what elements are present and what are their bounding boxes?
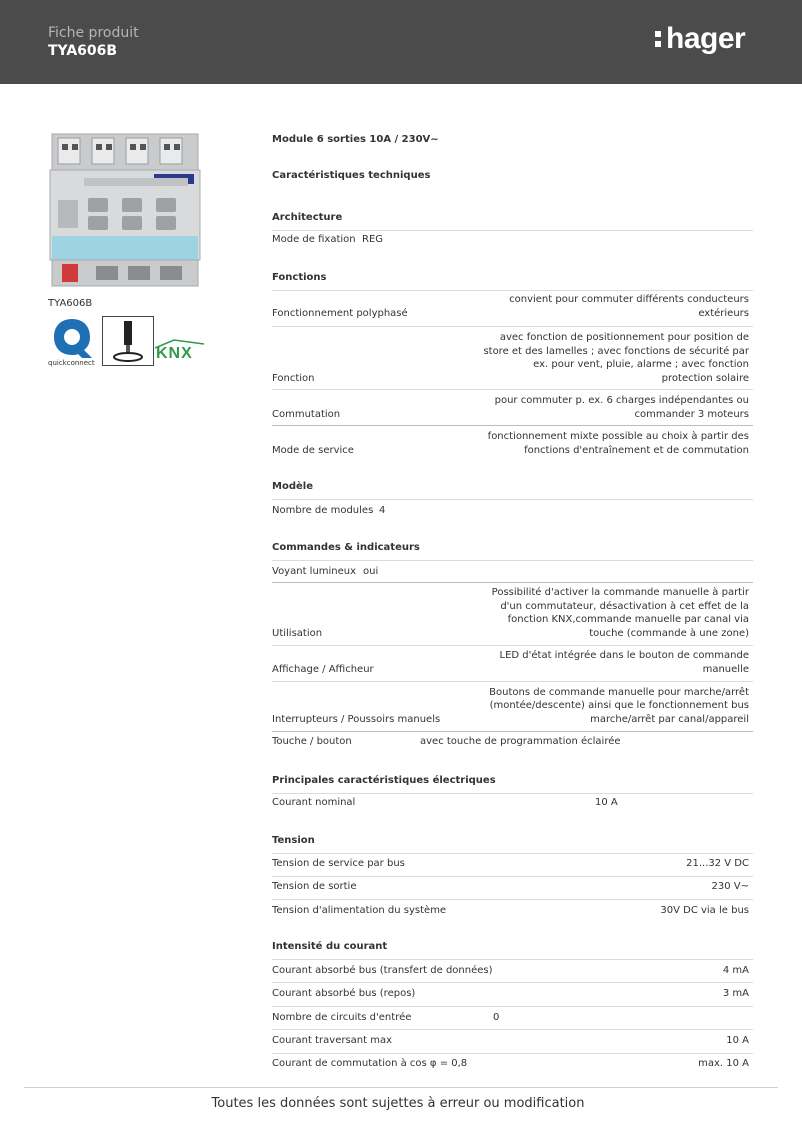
logo-dots-icon: [655, 27, 663, 49]
spec-value: avec fonction de positionnement pour position de store et des lamelles ; avec fonctions de sécurité par ex. pour vent, pluie, alarme ; avec fonction protection solaire: [483, 332, 749, 384]
footer-disclaimer: Toutes les données sont sujettes à erreur ou modification: [211, 1096, 585, 1111]
spec-label: Courant absorbé bus (repos): [272, 987, 416, 999]
spec-label: Courant traversant max: [272, 1034, 393, 1046]
spec-row-affichage: [272, 649, 753, 676]
divider: [272, 389, 753, 390]
spec-row-tension-sortie: [272, 879, 753, 893]
quickconnect-badge: [48, 316, 96, 368]
spec-label: Courant absorbé bus (transfert de données): [272, 964, 493, 976]
spec-value: convient pour commuter différents conducteurs extérieurs: [509, 294, 749, 319]
divider: [272, 645, 753, 646]
spec-row-courant-repos: [272, 986, 753, 1000]
spec-value: REG: [362, 233, 384, 245]
spec-row-service: [272, 430, 753, 457]
spec-value: Boutons de commande manuelle pour marche/arrêt (montée/descente) ainsi que le fonctionnement bus marche/arrêt par canal/appareil: [489, 686, 749, 725]
divider: [272, 499, 753, 500]
tech-title: Caractéristiques techniques: [272, 170, 431, 181]
knx-label: KNX: [156, 345, 193, 362]
divider: [272, 290, 753, 291]
hager-logo: [655, 22, 745, 56]
spec-row-commutation: [272, 394, 753, 421]
spec-label: Touche / bouton: [272, 735, 352, 747]
spec-row-touche: [272, 734, 753, 748]
spec-value: 30V DC via le bus: [660, 904, 749, 916]
spec-value: 0: [493, 1011, 500, 1023]
spec-label: Tension de sortie: [272, 880, 357, 892]
divider: [272, 230, 753, 231]
spec-value: 3 mA: [722, 987, 749, 999]
spec-row-modules: [272, 503, 753, 517]
spec-label: Fonction: [272, 372, 315, 384]
section-title-intensite: Intensité du courant: [272, 941, 388, 952]
spec-label: Nombre de modules: [272, 504, 374, 516]
header-subtitle: Fiche produit: [48, 25, 139, 41]
divider: [272, 1053, 753, 1054]
spec-row-interrupteurs: [272, 685, 753, 726]
spec-row-fonction: [272, 331, 753, 385]
spec-value: 10 A: [595, 796, 618, 808]
spec-value: 21...32 V DC: [686, 857, 749, 869]
section-title-tension: Tension: [272, 835, 315, 846]
screwless-terminal-badge: [102, 316, 154, 366]
section-title-architecture: Architecture: [272, 212, 343, 223]
screwdriver-icon: [103, 317, 153, 365]
divider: [272, 326, 753, 327]
divider: [272, 899, 753, 900]
spec-value: 4: [379, 504, 386, 516]
knx-badge: [152, 338, 208, 366]
spec-label: Tension d'alimentation du système: [272, 904, 447, 916]
spec-label: Mode de service: [272, 444, 354, 456]
product-title: Module 6 sorties 10A / 230V~: [272, 134, 439, 145]
spec-value: 4 mA: [722, 964, 749, 976]
page-header: [0, 0, 802, 84]
spec-row-commutation-cos: [272, 1056, 753, 1070]
spec-row-courant-transfert: [272, 963, 753, 977]
spec-value: 10 A: [726, 1034, 749, 1046]
spec-value: 230 V~: [711, 880, 749, 892]
spec-value: oui: [363, 565, 379, 577]
spec-row-voyant: [272, 564, 753, 578]
quickconnect-icon: [48, 316, 96, 360]
spec-row-traversant: [272, 1033, 753, 1047]
divider: [272, 793, 753, 794]
spec-label: Utilisation: [272, 627, 323, 639]
divider: [272, 982, 753, 983]
footer-divider: [24, 1087, 778, 1088]
spec-label: Mode de fixation: [272, 233, 356, 245]
divider: [272, 853, 753, 854]
product-image: [44, 128, 208, 294]
spec-label: Fonctionnement polyphasé: [272, 307, 408, 319]
spec-row-polyphase: [272, 294, 753, 320]
section-title-commandes: Commandes & indicateurs: [272, 542, 420, 553]
spec-value: Possibilité d'activer la commande manuelle à partir d'un commutateur, désactivation à cet effet de la fonction KNX,commande manuelle par canal via touche (commande à une zone): [491, 587, 749, 639]
certification-badges: [48, 316, 208, 368]
spec-label: Tension de service par bus: [272, 857, 405, 869]
spec-label: Voyant lumineux: [272, 565, 357, 577]
divider: [272, 425, 753, 426]
divider: [272, 582, 753, 583]
section-title-fonctions: Fonctions: [272, 272, 327, 283]
product-sku-caption: TYA606B: [48, 298, 93, 309]
spec-label: Commutation: [272, 408, 341, 420]
header-title: TYA606B: [48, 43, 118, 59]
spec-label: Affichage / Afficheur: [272, 663, 374, 675]
knx-module-icon: [44, 128, 208, 294]
quickconnect-label: quickconnect: [48, 359, 95, 367]
divider: [272, 560, 753, 561]
spec-row-tension-bus: [272, 856, 753, 870]
spec-value: fonctionnement mixte possible au choix à partir des fonctions d'entraînement et de commutation: [487, 431, 749, 456]
spec-row-tension-alim: [272, 903, 753, 917]
spec-label: Nombre de circuits d'entrée: [272, 1011, 412, 1023]
spec-row-fixation: [272, 232, 753, 246]
divider: [272, 1006, 753, 1007]
spec-label: Courant de commutation à cos φ = 0,8: [272, 1057, 468, 1069]
divider: [272, 1029, 753, 1030]
section-title-electriques: Principales caractéristiques électriques: [272, 775, 496, 786]
spec-label: Courant nominal: [272, 796, 356, 808]
footer: [0, 1096, 802, 1111]
divider: [272, 959, 753, 960]
logo-text: hager: [666, 22, 746, 55]
spec-value: max. 10 A: [698, 1057, 749, 1069]
section-title-modele: Modèle: [272, 481, 313, 492]
spec-value: LED d'état intégrée dans le bouton de commande manuelle: [499, 650, 749, 675]
spec-row-circuits: [272, 1010, 753, 1024]
spec-value: pour commuter p. ex. 6 charges indépendantes ou commander 3 moteurs: [494, 395, 749, 420]
spec-value: avec touche de programmation éclairée: [420, 735, 621, 747]
divider: [272, 876, 753, 877]
spec-row-utilisation: [272, 586, 753, 640]
divider: [272, 681, 753, 682]
spec-row-courant-nominal: [272, 795, 753, 809]
divider: [272, 731, 753, 732]
spec-label: Interrupteurs / Poussoirs manuels: [272, 713, 441, 725]
